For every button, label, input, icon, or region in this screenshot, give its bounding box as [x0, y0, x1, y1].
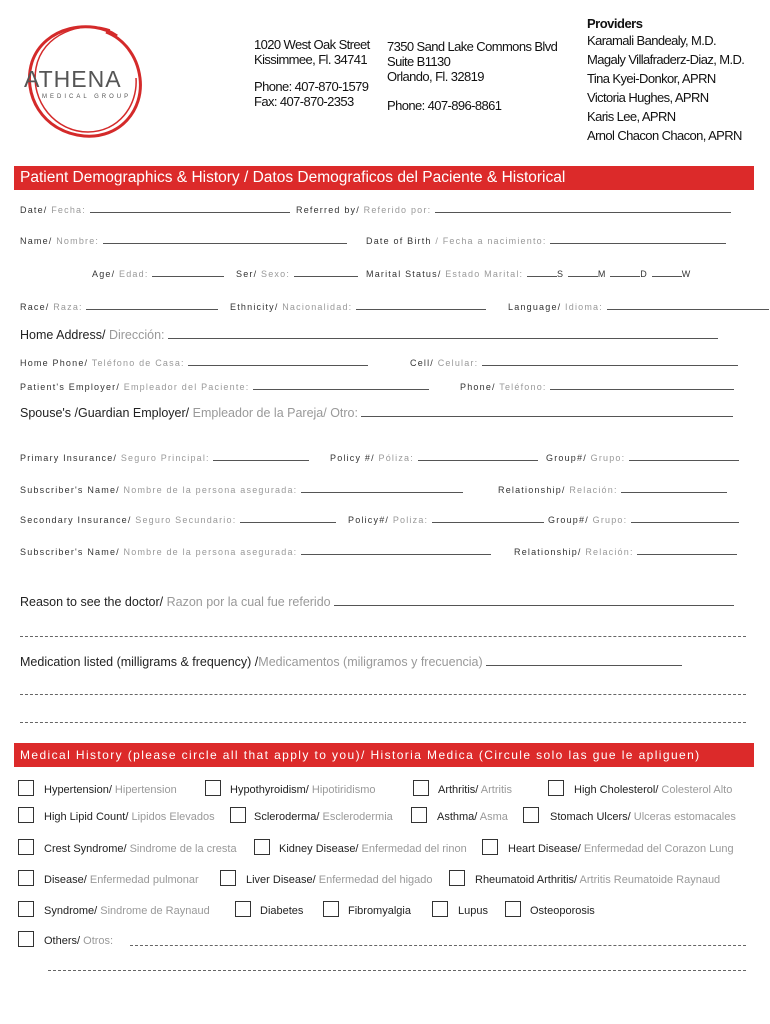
logo-subtitle: MEDICAL GROUP [42, 94, 132, 100]
name-label-es: Nombre: [52, 236, 100, 246]
date-label-es: Fecha: [47, 205, 86, 215]
employer-field[interactable] [20, 382, 429, 392]
label-liver-disease: Liver Disease/ Enfermedad del higado [246, 874, 433, 886]
cell-field[interactable] [410, 358, 738, 368]
policy2-label: Policy#/ [348, 515, 390, 525]
checkbox-osteoporosis[interactable] [505, 901, 521, 917]
marital-opt-d[interactable]: D [640, 269, 648, 279]
age-label: Age/ [92, 269, 116, 279]
age-label-es: Edad: [115, 269, 149, 279]
emp-phone-label-es: Teléfono: [495, 382, 547, 392]
relationship2-label: Relationship/ [514, 547, 582, 557]
label-lung-disease: Disease/ Enfermedad pulmonar [44, 874, 199, 886]
ethnicity-label: Ethnicity/ [230, 302, 279, 312]
spouse-employer-field[interactable] [20, 406, 733, 420]
referred-by-field[interactable] [296, 205, 731, 215]
checkbox-rheumatoid-arthritis[interactable] [449, 870, 465, 886]
checkbox-hypothyroidism[interactable] [205, 780, 221, 796]
referred-label: Referred by/ [296, 205, 360, 215]
label-hypertension: Hypertension/ Hipertension [44, 784, 177, 796]
ethnicity-field[interactable] [230, 302, 486, 312]
home-phone-label: Home Phone/ [20, 358, 89, 368]
others-line-2[interactable] [48, 970, 746, 971]
checkbox-high-cholesterol[interactable] [548, 780, 564, 796]
checkbox-lung-disease[interactable] [18, 870, 34, 886]
race-label: Race/ [20, 302, 50, 312]
address-label: Home Address/ [20, 328, 106, 342]
marital-status-field [366, 269, 691, 279]
secondary-label-es: Seguro Secundario: [131, 515, 237, 525]
dob-field[interactable] [366, 236, 726, 246]
policy2-label-es: Poliza: [389, 515, 429, 525]
marital-label-es: Estado Marital: [441, 269, 524, 279]
section-demographics-banner: Patient Demographics & History / Datos Demograficos del Paciente & Historical [14, 166, 754, 190]
referred-label-es: Referido por: [359, 205, 432, 215]
employer-label-es: Empleador del Paciente: [120, 382, 250, 392]
label-hypothyroidism: Hypothyroidism/ Hipotiridismo [230, 784, 376, 796]
checkbox-scleroderma[interactable] [230, 807, 246, 823]
cell-label: Cell/ [410, 358, 435, 368]
language-label: Language/ [508, 302, 562, 312]
name-field[interactable] [20, 236, 347, 246]
home-address-field[interactable] [20, 328, 718, 342]
reason-label: Reason to see the doctor/ [20, 595, 164, 609]
subscriber2-label-es: Nombre de la persona asegurada: [119, 547, 298, 557]
checkbox-liver-disease[interactable] [220, 870, 236, 886]
provider-item: Tina Kyei-Donkor, APRN [587, 71, 716, 86]
subscriber1-label-es: Nombre de la persona asegurada: [119, 485, 298, 495]
age-field[interactable] [92, 269, 224, 279]
marital-opt-m[interactable]: M [597, 269, 607, 279]
label-osteoporosis: Osteoporosis [530, 905, 595, 917]
reason-field[interactable] [20, 595, 734, 609]
policy2-field[interactable] [348, 515, 544, 525]
date-label: Date/ [20, 205, 48, 215]
section-medical-history-banner: Medical History (please circle all that apply to you)/ Historia Medica (Circule solo las gue le apliguen) [14, 743, 754, 767]
primary-label: Primary Insurance/ [20, 453, 118, 463]
sex-label: Ser/ [236, 269, 258, 279]
checkbox-raynaud-syndrome[interactable] [18, 901, 34, 917]
address1-phone: Phone: 407-870-1579 [254, 79, 369, 94]
address-label-es: Dirección: [105, 328, 165, 342]
label-heart-disease: Heart Disease/ Enfermedad del Corazon Lung [508, 843, 734, 855]
group2-label: Group#/ [548, 515, 589, 525]
label-raynaud-syndrome: Syndrome/ Sindrome de Raynaud [44, 905, 210, 917]
address1-fax: Fax: 407-870-2353 [254, 94, 354, 109]
race-field[interactable] [20, 302, 218, 312]
provider-item: Magaly Villafraderz-Diaz, M.D. [587, 52, 745, 67]
spouse-label: Spouse's /Guardian Employer/ [20, 406, 190, 420]
athena-logo [22, 22, 146, 142]
medication-line-3[interactable] [20, 722, 746, 723]
providers-list [587, 16, 744, 145]
emp-phone-label: Phone/ [460, 382, 496, 392]
label-arthritis: Arthritis/ Artritis [438, 784, 512, 796]
checkbox-hypertension[interactable] [18, 780, 34, 796]
medication-field[interactable] [20, 655, 682, 669]
marital-label: Marital Status/ [366, 269, 442, 279]
address2-city: Orlando, Fl. 32819 [387, 69, 484, 84]
subscriber1-label: Subscriber's Name/ [20, 485, 120, 495]
others-line-1[interactable] [130, 945, 746, 946]
subscriber2-field[interactable] [20, 547, 491, 557]
provider-item: Karis Lee, APRN [587, 109, 676, 124]
checkbox-arthritis[interactable] [413, 780, 429, 796]
label-stomach-ulcers: Stomach Ulcers/ Ulceras estomacales [550, 811, 736, 823]
label-high-lipid-count: High Lipid Count/ Lipidos Elevados [44, 811, 215, 823]
relationship2-field[interactable] [514, 547, 737, 557]
checkbox-heart-disease[interactable] [482, 839, 498, 855]
home-phone-field[interactable] [20, 358, 368, 368]
label-kidney-disease: Kidney Disease/ Enfermedad del rinon [279, 843, 467, 855]
label-fibromyalgia: Fibromyalgia [348, 905, 411, 917]
checkbox-asthma[interactable] [411, 807, 427, 823]
marital-opt-s[interactable]: S [556, 269, 565, 279]
primary-insurance-field[interactable] [20, 453, 309, 463]
sex-label-es: Sexo: [257, 269, 291, 279]
marital-opt-w[interactable]: W [681, 269, 692, 279]
employer-phone-field[interactable] [460, 382, 734, 392]
secondary-label: Secondary Insurance/ [20, 515, 132, 525]
label-high-cholesterol: High Cholesterol/ Colesterol Alto [574, 784, 733, 796]
subscriber1-field[interactable] [20, 485, 463, 495]
primary-label-es: Seguro Principal: [117, 453, 210, 463]
address2-street: 7350 Sand Lake Commons Blvd [387, 39, 558, 54]
checkbox-diabetes[interactable] [235, 901, 251, 917]
provider-item: Arnol Chacon Chacon, APRN [587, 128, 742, 143]
group2-field[interactable] [548, 515, 739, 525]
providers-title: Providers [587, 16, 643, 31]
label-rheumatoid-arthritis: Rheumatoid Arthritis/ Artritis Reumatoide Raynaud [475, 874, 721, 886]
group1-label-es: Grupo: [586, 453, 626, 463]
group1-label: Group#/ [546, 453, 587, 463]
reason-line-2[interactable] [20, 636, 746, 637]
provider-item: Karamali Bandealy, M.D. [587, 33, 717, 48]
checkbox-stomach-ulcers[interactable] [523, 807, 539, 823]
name-label: Name/ [20, 236, 53, 246]
relationship1-label: Relationship/ [498, 485, 566, 495]
policy1-field[interactable] [330, 453, 538, 463]
dob-label-es: / Fecha a nacimiento: [431, 236, 547, 246]
ethnicity-label-es: Nacionalidad: [278, 302, 353, 312]
relationship2-label-es: Relación: [581, 547, 634, 557]
label-scleroderma: Scleroderma/ Esclerodermia [254, 811, 393, 823]
address-orlando [387, 39, 557, 113]
address1-city: Kissimmee, Fl. 34741 [254, 52, 367, 67]
group2-label-es: Grupo: [588, 515, 628, 525]
checkbox-crest-syndrome[interactable] [18, 839, 34, 855]
relationship1-label-es: Relación: [565, 485, 618, 495]
providers-items [587, 31, 744, 145]
checkbox-kidney-disease[interactable] [254, 839, 270, 855]
language-label-es: Idioma: [561, 302, 603, 312]
label-diabetes: Diabetes [260, 905, 304, 917]
label-others: Others/ Otros: [44, 935, 114, 947]
race-label-es: Raza: [49, 302, 83, 312]
dob-label: Date of Birth [366, 236, 432, 246]
address2-phone: Phone: 407-896-8861 [387, 98, 502, 113]
label-crest-syndrome: Crest Syndrome/ Sindrome de la cresta [44, 843, 237, 855]
medication-label: Medication listed (milligrams & frequency) / [20, 655, 259, 669]
checkbox-others[interactable] [18, 931, 34, 947]
relationship1-field[interactable] [498, 485, 727, 495]
medication-line-2[interactable] [20, 694, 746, 695]
checkbox-fibromyalgia[interactable] [323, 901, 339, 917]
policy1-label: Policy #/ [330, 453, 375, 463]
subscriber2-label: Subscriber's Name/ [20, 547, 120, 557]
logo-name: ATHENA [24, 66, 122, 92]
home-phone-label-es: Teléfono de Casa: [88, 358, 185, 368]
employer-label: Patient's Employer/ [20, 382, 121, 392]
address2-suite: Suite B1130 [387, 54, 451, 69]
address1-street: 1020 West Oak Street [254, 37, 370, 52]
language-field[interactable] [508, 302, 769, 312]
group1-field[interactable] [546, 453, 739, 463]
label-asthma: Asthma/ Asma [437, 811, 508, 823]
provider-item: Victoria Hughes, APRN [587, 90, 709, 105]
secondary-insurance-field[interactable] [20, 515, 336, 525]
checkbox-lupus[interactable] [432, 901, 448, 917]
date-field[interactable] [20, 205, 290, 215]
checkbox-high-lipid-count[interactable] [18, 807, 34, 823]
sex-field[interactable] [236, 269, 358, 279]
medication-label-es: Medicamentos (miligramos y frecuencia) [258, 655, 483, 669]
address-kissimmee [254, 37, 370, 109]
policy1-label-es: Póliza: [374, 453, 414, 463]
cell-label-es: Celular: [434, 358, 479, 368]
label-lupus: Lupus [458, 905, 488, 917]
reason-label-es: Razon por la cual fue referido [163, 595, 331, 609]
spouse-label-es: Empleador de la Pareja/ Otro: [189, 406, 358, 420]
